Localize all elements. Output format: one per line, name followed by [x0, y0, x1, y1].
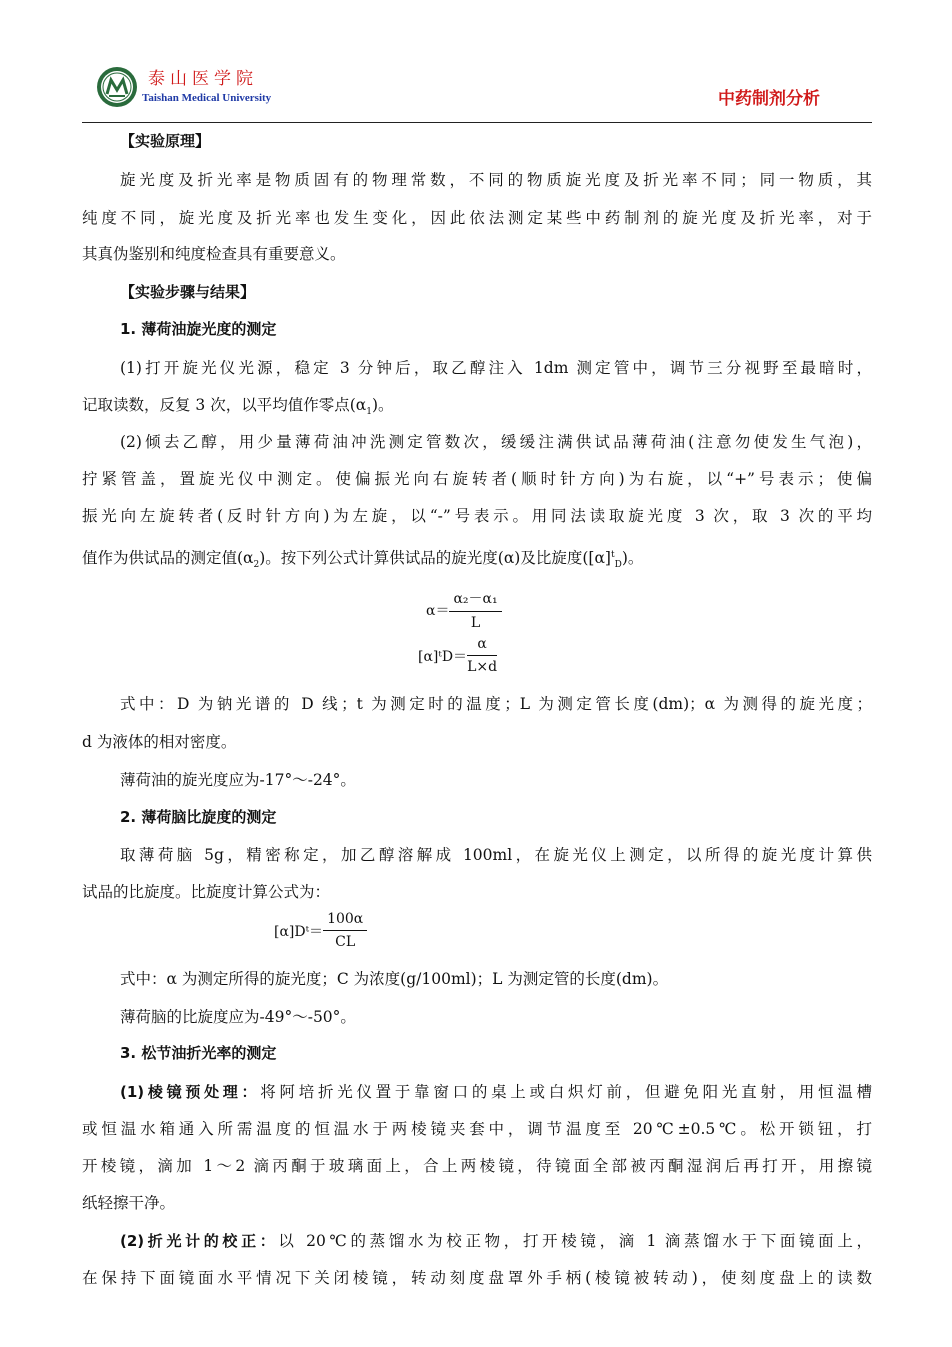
header-divider	[82, 122, 872, 123]
university-logo-icon	[96, 66, 138, 108]
s1-p2-line-4: 值作为供试品的测定值$(\alpha_2)$。按下列公式计算供试品的旋光度(α)及比旋度$([\alpha]^t_D)$。	[82, 549, 644, 571]
s3-p2-line-2: 在保持下面镜面水平情况下关闭棱镜，转动刻度盘罩外手柄(棱镜被转动)，使刻度盘上的读数	[82, 1269, 872, 1287]
s1-p2-line-3: 振光向左旋转者(反时针方向)为左旋，以“-”号表示。用同法读取旋光度 3 次，取 3 次的平均	[82, 507, 872, 525]
s3-p1-line-4: 纸轻擦干净。	[82, 1194, 176, 1212]
s2-line-1: 取薄荷脑 5g，精密称定，加乙醇溶解成 100ml，在旋光仪上测定，以所得的旋光度计算供	[120, 846, 872, 864]
formula-menthol-specific-rotation: [α]Dᵗ＝ $\frac{100\alpha}{CL}$	[274, 911, 367, 950]
s2-result: 薄荷脑的比旋度应为-49°～-50°。	[120, 1008, 356, 1026]
s3-p1-line-2: 或恒温水箱通入所需温度的恒温水于两棱镜夹套中，调节温度至 20℃±0.5℃。松开锁钮，打	[82, 1120, 872, 1138]
section-1-title: 1. 薄荷油旋光度的测定	[120, 320, 277, 338]
s1-p2-line-1: (2)倾去乙醇，用少量薄荷油冲洗测定管数次，缓缓注满供试品薄荷油(注意勿使发生气泡)，	[120, 433, 872, 451]
s1-p1-line-1: (1)打开旋光仪光源，稳定 3 分钟后，取乙醇注入 1dm 测定管中，调节三分视野至最暗时，	[120, 359, 872, 377]
course-title: 中药制剂分析	[718, 89, 820, 109]
university-name-en: Taishan Medical University	[142, 92, 272, 104]
s3-p1-line-3: 开棱镜，滴加 1～2 滴丙酮于玻璃面上，合上两棱镜，待镜面全部被丙酮湿润后再打开，用擦镜	[82, 1157, 872, 1175]
formula-specific-rotation: [α]ᵗD＝ $\frac{\alpha}{L\times d}$	[418, 636, 498, 675]
s1-definition-line-1: 式中：D 为钠光谱的 D 线；t 为测定时的温度；L 为测定管长度(dm)；α 为测得的旋光度；	[120, 695, 872, 713]
s3-p1-line-1: (1)棱镜预处理：将阿培折光仪置于靠窗口的桌上或白炽灯前，但避免阳光直射，用恒温槽	[120, 1083, 872, 1101]
s1-p1-line-2: 记取读数，反复 3 次，以平均值作零点$(\alpha_1)$。	[82, 396, 394, 418]
s1-result: 薄荷油的旋光度应为-17°～-24°。	[120, 771, 356, 789]
s2-definition: 式中：α 为测定所得的旋光度；C 为浓度(g/100ml)；L 为测定管的长度(dm)。	[120, 970, 669, 988]
principle-line-1: 旋光度及折光率是物质固有的物理常数，不同的物质旋光度及折光率不同；同一物质，其	[120, 171, 872, 189]
s3-p2-line-1: (2)折光计的校正：以 20℃的蒸馏水为校正物，打开棱镜，滴 1 滴蒸馏水于下面镜面上，	[120, 1232, 872, 1250]
section-2-title: 2. 薄荷脑比旋度的测定	[120, 808, 277, 826]
steps-heading: 【实验步骤与结果】	[120, 283, 256, 301]
s2-line-2: 试品的比旋度。比旋度计算公式为：	[82, 883, 331, 901]
section-3-title: 3. 松节油折光率的测定	[120, 1044, 277, 1062]
s1-definition-line-2: d 为液体的相对密度。	[82, 733, 237, 751]
principle-line-3: 其真伪鉴别和纯度检查具有重要意义。	[82, 245, 346, 263]
principle-heading: 【实验原理】	[120, 132, 211, 150]
university-name-cn: 泰山医学院	[148, 69, 258, 89]
page-header	[82, 60, 872, 124]
formula-rotation: α＝ $\frac{\text{α₂－α₁}}{L}$	[426, 588, 502, 631]
s1-p2-line-2: 拧紧管盖，置旋光仪中测定。使偏振光向右旋转者(顺时针方向)为右旋，以“+”号表示；使偏	[82, 470, 872, 488]
principle-line-2: 纯度不同，旋光度及折光率也发生变化，因此依法测定某些中药制剂的旋光度及折光率，对于	[82, 209, 872, 227]
